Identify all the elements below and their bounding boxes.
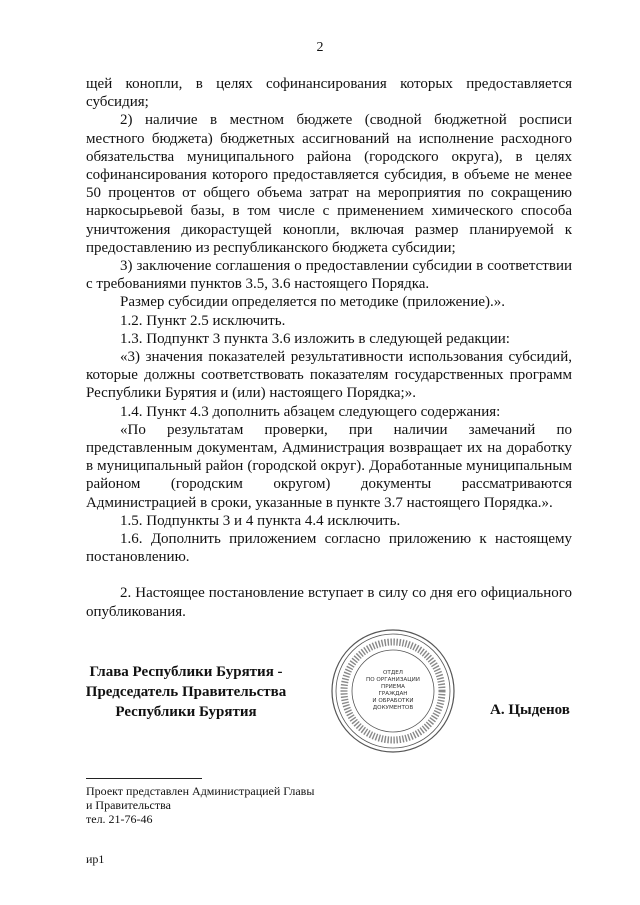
seal-text-line: ПРИЕМА	[381, 684, 405, 690]
paragraph: 3) заключение соглашения о предоставлении субсидии в соответствии с требованиями пунктов 3.5, 3.6 настоящего Порядка.	[86, 258, 572, 293]
paragraph: «По результатам проверки, при наличии замечаний по представленным документам, Администрация возвращает их на доработку в муниципальный район (городской округ). Доработанные муниципальным районом (городским округом) документы рассматриваются Администрацией в сроки, указанные в пункте 3.7 настоящего Порядка.».	[86, 421, 572, 511]
seal-text-line: ОТДЕЛ	[383, 670, 403, 676]
paragraph: 1.3. Подпункт 3 пункта 3.6 изложить в следующей редакции:	[120, 330, 510, 347]
paragraph: щей конопли, в целях софинансирования которых предоставляется субсидия;	[86, 76, 572, 111]
document-marker: ир1	[86, 852, 105, 866]
paragraph: 1.2. Пункт 2.5 исключить.	[120, 312, 286, 329]
seal-text-line: ГРАЖДАН	[378, 691, 408, 697]
official-seal	[330, 628, 456, 754]
seal-text-line: И ОБРАБОТКИ	[372, 698, 414, 704]
paragraph: «3) значения показателей результативности использования субсидий, которые должны соответствовать показателям государственных программ Республики Бурятия и (или) настоящего Порядка;».	[86, 349, 572, 402]
signatory-name: А. Цыденов	[490, 702, 570, 718]
footnote-divider	[86, 778, 202, 779]
signatory-title: Глава Республики Бурятия - Председатель Правительства Республики Бурятия	[85, 664, 287, 720]
paragraph: Размер субсидии определяется по методике (приложение).».	[120, 294, 506, 311]
seal-text-line: ДОКУМЕНТОВ	[372, 705, 414, 711]
document-body	[86, 75, 572, 621]
seal-text-line: ПО ОРГАНИЗАЦИИ	[366, 677, 420, 683]
paragraph: 1.5. Подпункты 3 и 4 пункта 4.4 исключить.	[120, 512, 401, 529]
paragraph: 2. Настоящее постановление вступает в силу со дня его официального опубликования.	[86, 585, 572, 620]
page-number: 2	[316, 40, 324, 55]
paragraph: 2) наличие в местном бюджете (сводной бюджетной росписи местного бюджета) бюджетных ассигнований на исполнение расходного обязательства муниципального района (городского округа), в целях софинансирования которого предоставляется субсидия, в объеме не менее 50 процентов от общего объема затрат на мероприятия по сокращению наркосырьевой базы, в том числе с применением химического способа уничтожения дикорастущей конопли, включая размер планируемой к предоставлению из республиканского бюджета субсидии;	[86, 112, 572, 256]
footnote: Проект представлен Администрацией Главы и Правительства тел. 21-76-46	[86, 784, 315, 826]
paragraph: 1.4. Пункт 4.3 дополнить абзацем следующего содержания:	[120, 403, 501, 420]
paragraph: 1.6. Дополнить приложением согласно приложению к настоящему постановлению.	[86, 531, 572, 566]
